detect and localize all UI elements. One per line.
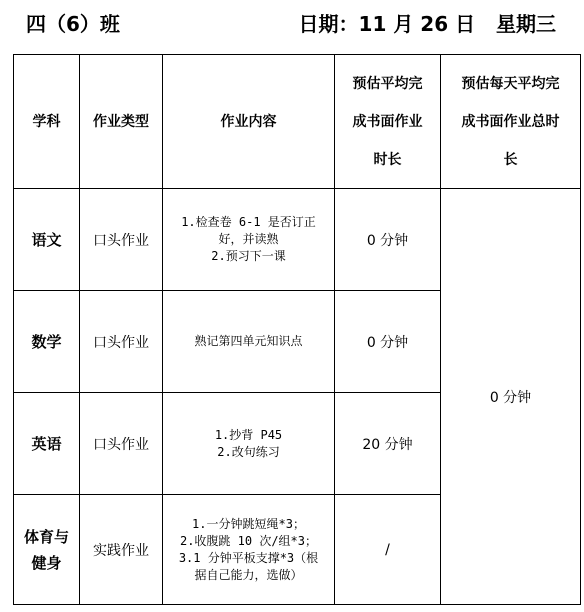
subject-name: 英语 bbox=[31, 434, 62, 453]
homework-table bbox=[13, 54, 581, 605]
type-cell: 口头作业 bbox=[80, 393, 163, 495]
minutes-cell: 20 分钟 bbox=[335, 393, 441, 495]
table-header-row bbox=[14, 55, 581, 189]
header-content-text: 作业内容 bbox=[220, 113, 277, 130]
type-cell: 口头作业 bbox=[80, 291, 163, 393]
content-line: 2.改句练习 bbox=[217, 444, 280, 459]
column-header-daily-total bbox=[441, 55, 581, 189]
content-cell bbox=[163, 189, 335, 291]
type-cell: 口头作业 bbox=[80, 189, 163, 291]
subject-name: 数学 bbox=[31, 332, 62, 351]
minutes-cell: 0 分钟 bbox=[335, 291, 441, 393]
content-cell bbox=[163, 393, 335, 495]
header-daily-total-line-1: 预估每天平均完 bbox=[461, 75, 560, 92]
subject-name-line-1: 体育与 bbox=[23, 527, 69, 546]
content-line: 据自己能力，选做） bbox=[194, 567, 303, 582]
minutes-cell: / bbox=[335, 495, 441, 605]
subject-name-line-2: 健身 bbox=[31, 553, 62, 572]
content-line: 1.抄背 P45 bbox=[214, 427, 283, 442]
date-line: 日期：11 月 26 日 星期三 bbox=[298, 12, 556, 36]
content-line: 3.1 分钟平板支撑*3（根 bbox=[178, 550, 319, 565]
column-header-avg-time bbox=[335, 55, 441, 189]
header-daily-total-line-3: 长 bbox=[503, 151, 518, 168]
class-name: 四（6）班 bbox=[26, 12, 120, 36]
table-row-chinese bbox=[14, 189, 581, 291]
content-line: 2.收腹跳 10 次/组*3； bbox=[179, 533, 318, 548]
subject-cell bbox=[14, 291, 80, 393]
subject-name: 语文 bbox=[31, 230, 62, 249]
content-line: 2.预习下一课 bbox=[211, 249, 286, 263]
header-avg-time-line-3: 时长 bbox=[373, 151, 402, 168]
type-cell: 实践作业 bbox=[80, 495, 163, 605]
header-avg-time-line-2: 成书面作业 bbox=[352, 113, 423, 130]
content-line: 1.一分钟跳短绳*3； bbox=[192, 516, 305, 531]
page-header bbox=[0, 0, 584, 50]
header-daily-total-line-2: 成书面作业总时 bbox=[461, 113, 560, 130]
column-header-content bbox=[163, 55, 335, 189]
content-cell bbox=[163, 291, 335, 393]
subject-cell bbox=[14, 495, 80, 605]
column-header-subject bbox=[14, 55, 80, 189]
daily-total-cell: 0 分钟 bbox=[441, 189, 581, 605]
minutes-cell: 0 分钟 bbox=[335, 189, 441, 291]
content-line: 1.检查卷 6-1 是否订正 bbox=[181, 215, 316, 229]
header-subject-text: 学科 bbox=[32, 113, 61, 130]
subject-cell bbox=[14, 393, 80, 495]
content-line: 熟记第四单元知识点 bbox=[194, 334, 303, 348]
subject-cell bbox=[14, 189, 80, 291]
header-avg-time-line-1: 预估平均完 bbox=[352, 75, 423, 92]
content-cell bbox=[163, 495, 335, 605]
content-line: 好，并读熟 bbox=[218, 232, 279, 246]
column-header-type bbox=[80, 55, 163, 189]
header-type-text: 作业类型 bbox=[93, 113, 149, 130]
